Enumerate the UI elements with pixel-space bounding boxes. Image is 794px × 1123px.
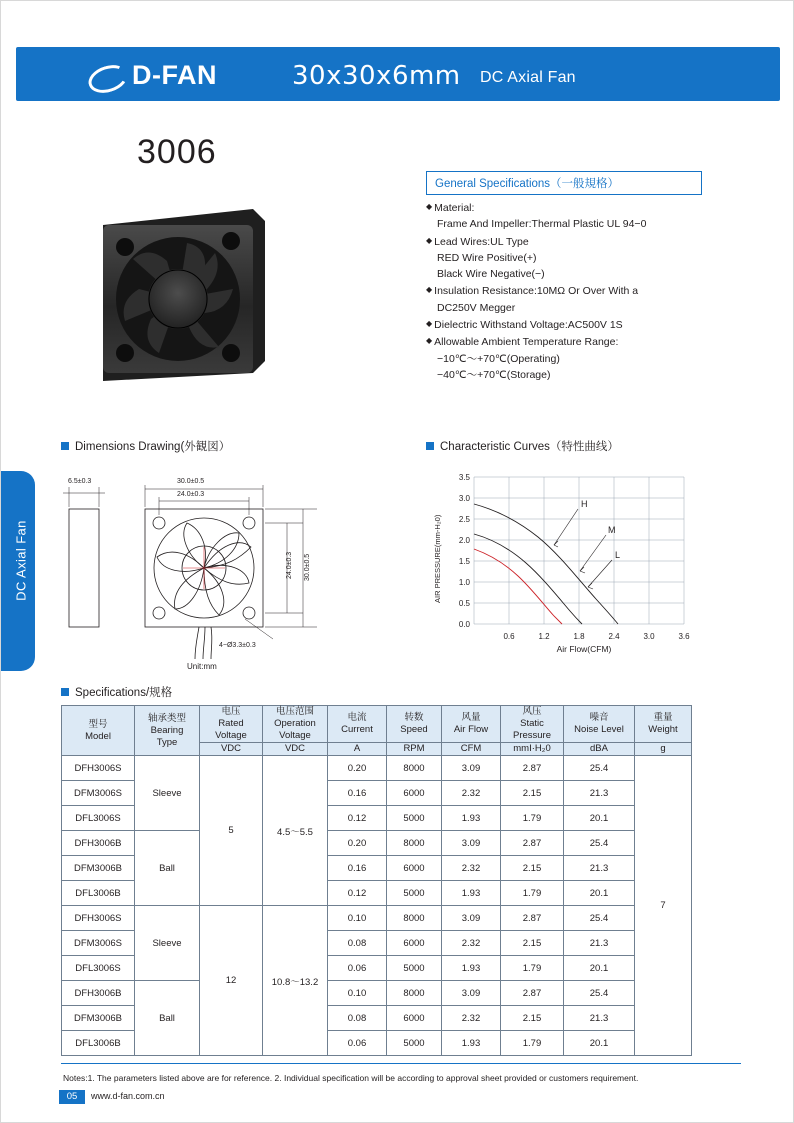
cell-speed: 5000 <box>387 881 442 906</box>
cell-current: 0.08 <box>328 931 387 956</box>
unit-operation-voltage: VDC <box>263 743 328 756</box>
cell-noise-level: 20.1 <box>564 881 635 906</box>
gs-line <box>426 216 746 232</box>
cell-static-pressure: 1.79 <box>501 956 564 981</box>
side-tab-dc-axial-fan <box>1 471 35 671</box>
cell-rated-voltage: 5 <box>200 756 263 906</box>
gs-line-text: Allowable Ambient Temperature Range: <box>434 336 619 349</box>
svg-text:3.5: 3.5 <box>458 473 470 482</box>
svg-text:3.6: 3.6 <box>678 632 690 641</box>
gs-line-text: −10℃～+70℃(Operating) <box>437 352 560 365</box>
cell-air-flow: 1.93 <box>442 806 501 831</box>
cell-air-flow: 2.32 <box>442 781 501 806</box>
page-header <box>16 47 780 101</box>
dimensions-drawing <box>59 463 389 675</box>
cell-bearing: Sleeve <box>135 756 200 831</box>
section-heading-text: Characteristic Curves（特性曲线） <box>440 441 619 453</box>
cell-current: 0.08 <box>328 1006 387 1031</box>
dim-height-inner: 24.0±0.3 <box>286 551 293 579</box>
cell-model: DFM3006S <box>62 931 135 956</box>
cell-model: DFL3006S <box>62 806 135 831</box>
cell-air-flow: 1.93 <box>442 881 501 906</box>
cell-bearing: Ball <box>135 831 200 906</box>
unit-air-flow: CFM <box>442 743 501 756</box>
cell-air-flow: 2.32 <box>442 931 501 956</box>
bullet-square-icon <box>426 442 434 450</box>
general-specifications-title: General Specifications（一般規格） <box>435 178 620 190</box>
cell-air-flow: 3.09 <box>442 756 501 781</box>
cell-model: DFH3006B <box>62 831 135 856</box>
cell-model: DFM3006S <box>62 781 135 806</box>
th-model: 型号 Model <box>62 706 135 756</box>
gs-line-text: RED Wire Positive(+) <box>437 251 537 264</box>
unit-static-pressure: mmI·H₂0 <box>501 743 564 756</box>
table-header-row <box>62 706 692 743</box>
cell-current: 0.16 <box>328 781 387 806</box>
gs-line <box>426 250 746 266</box>
cell-current: 0.20 <box>328 831 387 856</box>
cell-current: 0.16 <box>328 856 387 881</box>
section-heading-text: Dimensions Drawing(外観図） <box>75 441 231 453</box>
product-type-subtitle: DC Axial Fan <box>480 69 576 86</box>
cell-noise-level: 20.1 <box>564 956 635 981</box>
th-noise-level: 噪音 Noise Level <box>564 706 635 743</box>
gs-line: ◆ Material: <box>426 202 475 214</box>
th-weight: 重量 Weight <box>635 706 692 743</box>
bullet-square-icon <box>61 442 69 450</box>
side-tab-label: DC Axial Fan <box>13 520 29 601</box>
cell-bearing: Sleeve <box>135 906 200 981</box>
cell-current: 0.10 <box>328 906 387 931</box>
table-body <box>62 756 692 1056</box>
cell-model: DFL3006B <box>62 881 135 906</box>
th-rated-voltage: 电压 Rated Voltage <box>200 706 263 743</box>
cell-static-pressure: 2.15 <box>501 1006 564 1031</box>
footer-divider <box>61 1063 741 1064</box>
cell-air-flow: 2.32 <box>442 856 501 881</box>
gs-line-text: Dielectric Withstand Voltage:AC500V 1S <box>434 319 623 332</box>
svg-text:0.6: 0.6 <box>503 632 515 641</box>
th-static-pressure: 风压 Static Pressure <box>501 706 564 743</box>
cell-current: 0.20 <box>328 756 387 781</box>
svg-text:0.5: 0.5 <box>458 599 470 608</box>
th-speed: 转数 Speed <box>387 706 442 743</box>
cell-model: DFM3006B <box>62 1006 135 1031</box>
cell-bearing: Ball <box>135 981 200 1056</box>
cell-noise-level: 20.1 <box>564 1031 635 1056</box>
cell-air-flow: 3.09 <box>442 981 501 1006</box>
cell-static-pressure: 2.15 <box>501 781 564 806</box>
svg-text:1.2: 1.2 <box>538 632 550 641</box>
th-current: 电流 Current <box>328 706 387 743</box>
cell-model: DFL3006S <box>62 956 135 981</box>
gs-line: ◆ Allowable Ambient Temperature Range: <box>426 336 619 349</box>
cell-speed: 8000 <box>387 981 442 1006</box>
cell-current: 0.12 <box>328 881 387 906</box>
gs-line: ◆ Insulation Resistance:10MΩ Or Over With a <box>426 285 639 298</box>
th-bearing: 轴承类型 Bearing Type <box>135 706 200 756</box>
table-row <box>62 906 692 931</box>
cell-static-pressure: 2.15 <box>501 931 564 956</box>
dim-height-outer: 30.0±0.5 <box>304 553 311 581</box>
cell-speed: 8000 <box>387 906 442 931</box>
cell-speed: 5000 <box>387 806 442 831</box>
gs-line <box>426 266 746 282</box>
gs-line <box>426 300 746 316</box>
cell-model: DFH3006B <box>62 981 135 1006</box>
cell-speed: 8000 <box>387 831 442 856</box>
cell-model: DFH3006S <box>62 756 135 781</box>
cell-noise-level: 21.3 <box>564 931 635 956</box>
chart-xlabel: Air Flow(CFM) <box>556 644 612 654</box>
dim-unit: Unit:mm <box>187 662 217 671</box>
svg-text:3.0: 3.0 <box>643 632 655 641</box>
cell-air-flow: 3.09 <box>442 906 501 931</box>
cell-static-pressure: 2.87 <box>501 756 564 781</box>
table-row <box>62 831 692 856</box>
cell-weight: 7 <box>635 756 692 1056</box>
curve-label-l: L <box>615 550 621 560</box>
cell-noise-level: 25.4 <box>564 906 635 931</box>
gs-line-text: Frame And Impeller:Thermal Plastic UL 94−0 <box>437 218 647 231</box>
cell-noise-level: 21.3 <box>564 781 635 806</box>
cell-noise-level: 25.4 <box>564 981 635 1006</box>
dim-width-outer: 30.0±0.5 <box>177 478 205 485</box>
unit-speed: RPM <box>387 743 442 756</box>
page-number-badge: 05 <box>59 1090 85 1104</box>
cell-speed: 5000 <box>387 1031 442 1056</box>
cell-speed: 8000 <box>387 756 442 781</box>
cell-air-flow: 2.32 <box>442 1006 501 1031</box>
curve-m <box>474 534 582 624</box>
cell-speed: 5000 <box>387 956 442 981</box>
dim-hole: 4−Ø3.3±0.3 <box>219 642 256 649</box>
cell-static-pressure: 1.79 <box>501 806 564 831</box>
svg-text:2.0: 2.0 <box>458 536 470 545</box>
gs-line-text: −40℃～+70℃(Storage) <box>437 368 551 381</box>
specifications-table <box>61 705 692 1056</box>
cell-noise-level: 20.1 <box>564 806 635 831</box>
gs-line-text: Black Wire Negative(−) <box>437 268 545 281</box>
svg-text:0.0: 0.0 <box>458 620 470 629</box>
characteristic-curves-chart <box>426 463 726 675</box>
brand-logo <box>88 60 217 91</box>
cell-static-pressure: 2.87 <box>501 981 564 1006</box>
cell-speed: 6000 <box>387 1006 442 1031</box>
cell-speed: 6000 <box>387 781 442 806</box>
website-url: www.d-fan.com.cn <box>91 1091 165 1101</box>
section-heading-dimensions <box>61 438 230 454</box>
gs-line: ◆ Dielectric Withstand Voltage:AC500V 1S <box>426 319 623 332</box>
svg-text:2.5: 2.5 <box>458 515 470 524</box>
gs-line: ◆ Lead Wires:UL Type <box>426 235 529 248</box>
cell-speed: 6000 <box>387 856 442 881</box>
cell-air-flow: 3.09 <box>442 831 501 856</box>
cell-static-pressure: 2.87 <box>501 831 564 856</box>
cell-noise-level: 25.4 <box>564 831 635 856</box>
cell-static-pressure: 2.87 <box>501 906 564 931</box>
cell-air-flow: 1.93 <box>442 956 501 981</box>
cell-noise-level: 21.3 <box>564 856 635 881</box>
brand-name: D-FAN <box>132 60 217 90</box>
curve-label-m: M <box>608 525 616 535</box>
curve-label-h: H <box>581 499 588 509</box>
cell-static-pressure: 1.79 <box>501 1031 564 1056</box>
gs-line-text: Material: <box>434 202 475 214</box>
bullet-square-icon <box>61 688 69 696</box>
gs-line-text: DC250V Megger <box>437 301 516 314</box>
dim-width-inner: 24.0±0.3 <box>177 491 205 498</box>
unit-current: A <box>328 743 387 756</box>
th-operation-voltage: 电压范围 Operation Voltage <box>263 706 328 743</box>
general-specifications-list <box>426 199 746 383</box>
cell-model: DFM3006B <box>62 856 135 881</box>
cell-static-pressure: 1.79 <box>501 881 564 906</box>
general-specifications-title-box <box>426 171 702 195</box>
svg-text:3.0: 3.0 <box>458 494 470 503</box>
svg-text:1.0: 1.0 <box>458 578 470 587</box>
svg-text:1.8: 1.8 <box>573 632 585 641</box>
cell-speed: 6000 <box>387 931 442 956</box>
cell-air-flow: 1.93 <box>442 1031 501 1056</box>
dim-thickness: 6.5±0.3 <box>68 478 92 485</box>
cell-static-pressure: 2.15 <box>501 856 564 881</box>
product-size-title: 30x30x6mm <box>292 61 461 91</box>
cell-current: 0.10 <box>328 981 387 1006</box>
fan-product-photo <box>95 201 273 383</box>
unit-noise-level: dBA <box>564 743 635 756</box>
cell-operation-voltage: 10.8～13.2 <box>263 906 328 1056</box>
cell-noise-level: 25.4 <box>564 756 635 781</box>
gs-line-text: Lead Wires:UL Type <box>434 235 529 248</box>
cell-current: 0.06 <box>328 1031 387 1056</box>
cell-current: 0.12 <box>328 806 387 831</box>
gs-line <box>426 367 746 383</box>
svg-text:2.4: 2.4 <box>608 632 620 641</box>
cell-rated-voltage: 12 <box>200 906 263 1056</box>
table-row <box>62 981 692 1006</box>
model-number: 3006 <box>137 133 217 171</box>
th-air-flow: 风量 Air Flow <box>442 706 501 743</box>
chart-ylabel: AIR PRESSURE(mm-H₂0) <box>433 514 442 603</box>
footer-notes: Notes:1. The parameters listed above are for reference. 2. Individual specification will be according to approval sheet provided or customers requirement. <box>63 1073 639 1083</box>
section-heading-text: Specifications/规格 <box>75 687 173 699</box>
gs-line <box>426 351 746 367</box>
section-heading-specifications <box>61 684 172 700</box>
fan-ellipse-logo-icon <box>88 63 126 89</box>
cell-operation-voltage: 4.5～5.5 <box>263 756 328 906</box>
table-row <box>62 756 692 781</box>
gs-line-text: Insulation Resistance:10MΩ Or Over With a <box>434 285 639 298</box>
cell-model: DFL3006B <box>62 1031 135 1056</box>
unit-weight: g <box>635 743 692 756</box>
table-header <box>62 706 692 756</box>
section-heading-curves <box>426 438 619 454</box>
cell-noise-level: 21.3 <box>564 1006 635 1031</box>
unit-rated-voltage: VDC <box>200 743 263 756</box>
curve-h <box>474 504 621 624</box>
svg-text:1.5: 1.5 <box>458 557 470 566</box>
cell-current: 0.06 <box>328 956 387 981</box>
cell-model: DFH3006S <box>62 906 135 931</box>
